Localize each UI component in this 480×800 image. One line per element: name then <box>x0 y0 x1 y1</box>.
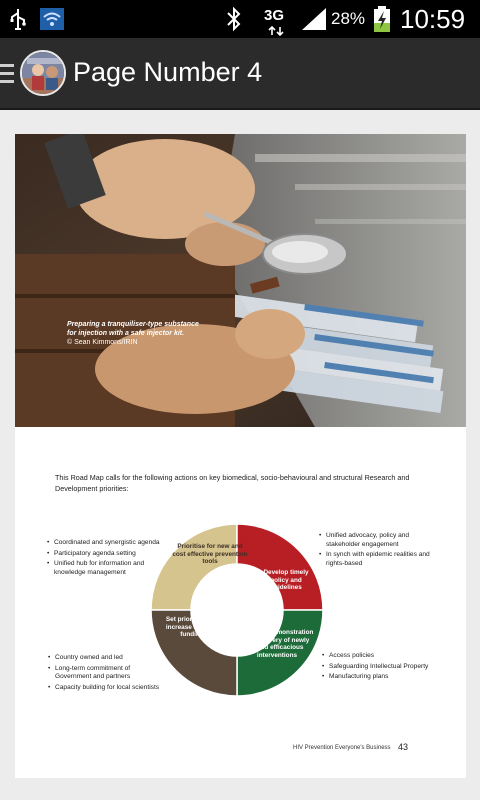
app-avatar-image[interactable] <box>20 50 66 96</box>
bottom-left-list <box>48 654 163 694</box>
list-item: • Manufacturing plans <box>322 673 447 682</box>
document-page <box>15 134 466 778</box>
document-viewer[interactable] <box>0 110 480 800</box>
segment-label-set-priorities: Set priorities and increase national funding <box>165 616 219 638</box>
bluetooth-icon <box>225 0 243 38</box>
action-bar <box>0 38 480 110</box>
caption-line-2: for injection with a safe injector kit. <box>67 330 185 337</box>
list-item: • Long-term commitment of Government and partners <box>48 665 163 682</box>
intro-paragraph: This Road Map calls for the following actions on key biomedical, socio-behavioural and structural Research and Development priorities: <box>55 473 410 493</box>
status-bar <box>0 0 480 38</box>
clock: 10:59 <box>400 3 466 34</box>
top-right-list <box>319 532 431 570</box>
segment-label-develop: Develop timely policy and guidelines <box>263 569 309 591</box>
list-item: • Unified advocacy, policy and stakeholder engagement <box>319 532 431 549</box>
list-item: • In synch with epidemic realities and rights-based <box>319 551 431 568</box>
hamburger-menu-icon[interactable] <box>0 61 16 87</box>
roadmap-cycle-diagram <box>148 521 326 699</box>
list-item: • Unified hub for information and knowledge management <box>47 560 162 577</box>
page-title: Page Number 4 <box>73 57 263 87</box>
document-photo <box>15 134 466 427</box>
wifi-icon <box>40 0 64 38</box>
segment-label-prioritise: Prioritise for new and cost effective prevention tools <box>172 543 248 565</box>
footer-text: HIV Prevention Everyone's Business <box>293 745 391 751</box>
list-item: • Access policies <box>322 652 447 661</box>
caption-credit: © Sean Kimmons/IRIN <box>67 339 138 346</box>
top-left-list <box>47 539 162 579</box>
caption-line-1: Preparing a tranquiliser-type substance <box>67 321 199 328</box>
signal-icon <box>300 0 328 38</box>
segment-label-expedite: Expedite demonstration and delivery of newly found efficacious interventions <box>240 629 314 659</box>
list-item: • Coordinated and synergistic agenda <box>47 539 162 548</box>
photo-caption <box>67 320 199 347</box>
battery-charging-icon <box>372 0 392 38</box>
battery-percent: 28% <box>331 9 366 28</box>
network-type-label: 3G <box>264 6 285 24</box>
page-number: 43 <box>398 742 409 752</box>
list-item: • Capacity building for local scientists <box>48 684 163 693</box>
list-item: • Country owned and led <box>48 654 163 663</box>
list-item: • Safeguarding Intellectual Property <box>322 663 447 672</box>
list-item: • Participatory agenda setting <box>47 550 162 559</box>
bottom-right-list <box>322 652 447 684</box>
usb-icon <box>8 0 28 38</box>
